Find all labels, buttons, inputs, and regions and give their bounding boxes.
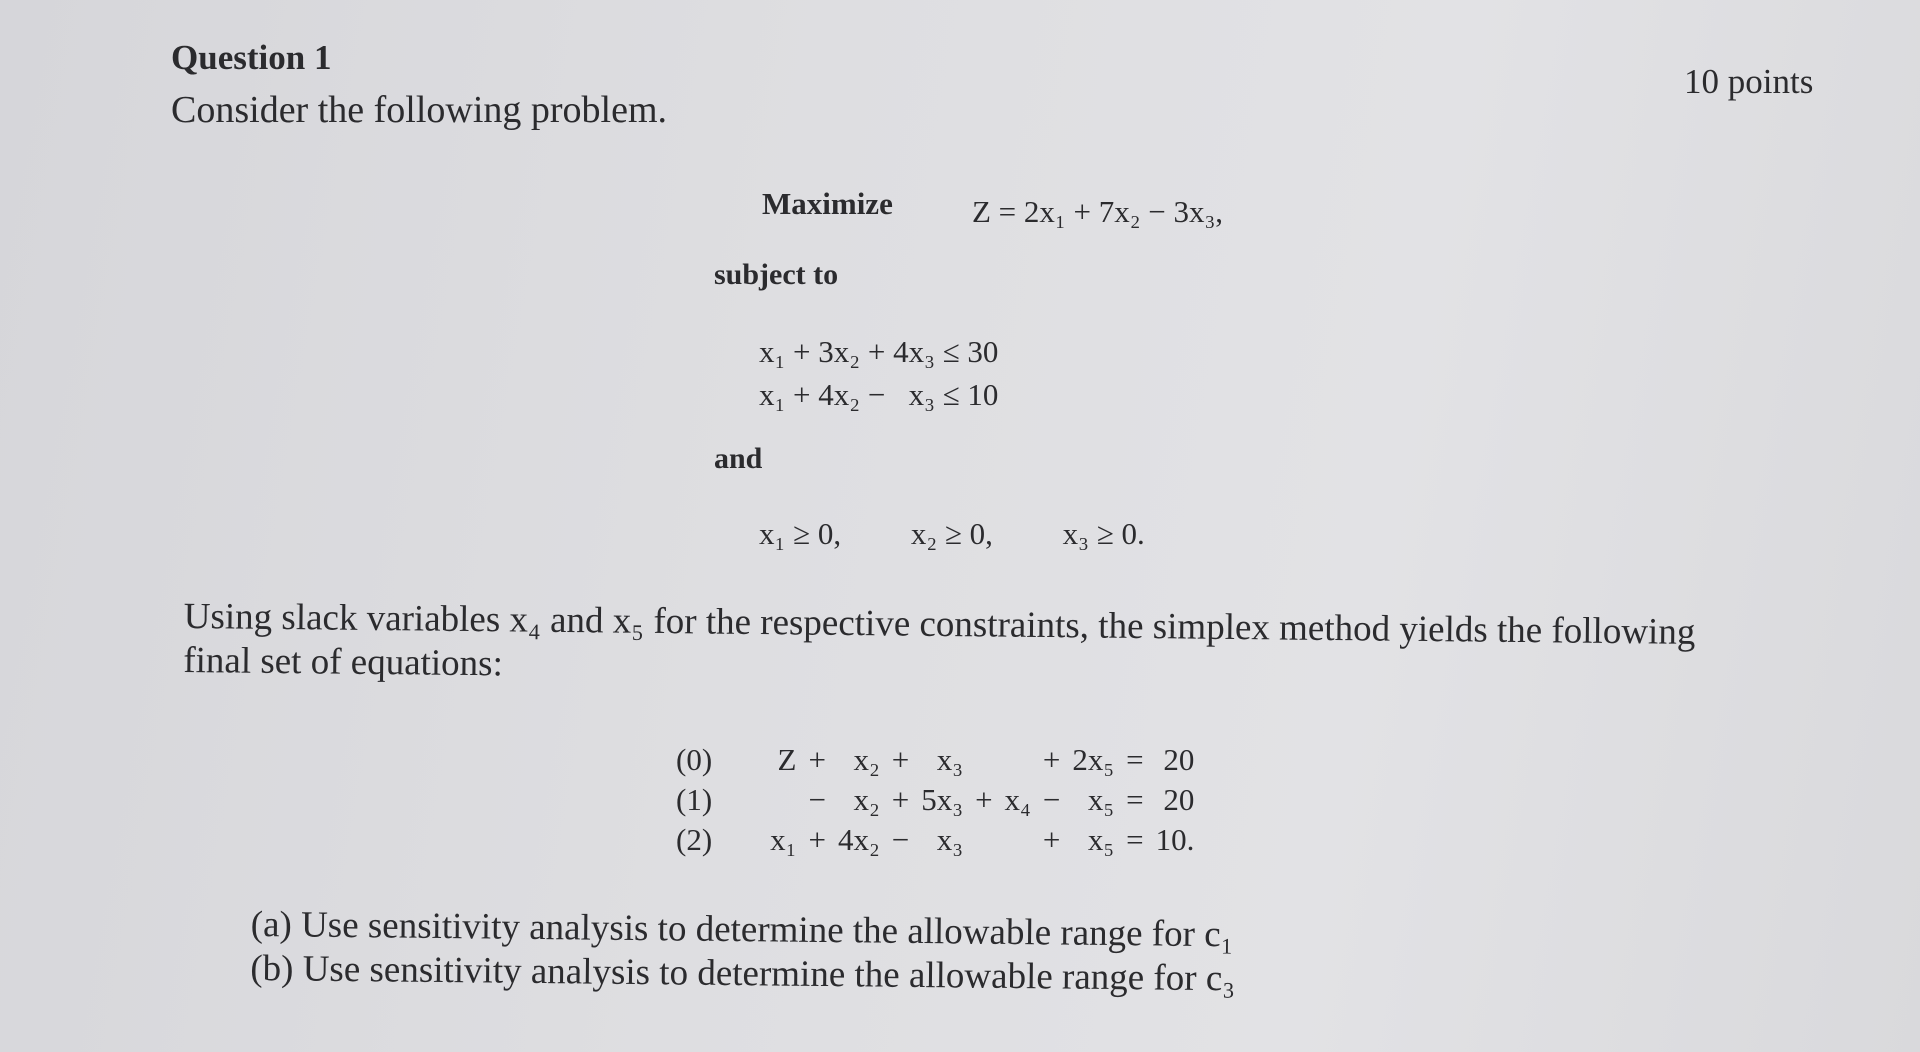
equation-term: x₅: [1087, 822, 1115, 857]
equation-term: x₂: [853, 742, 880, 777]
equation-term: x₅: [1087, 782, 1115, 817]
equation-term: −: [808, 782, 826, 817]
equation-term: x₂: [853, 782, 880, 817]
equation-term: 2x₅: [1072, 742, 1115, 777]
question-title: Question 1: [171, 38, 332, 77]
equation-term: x₁: [770, 822, 797, 857]
equation-term: 20: [1163, 742, 1195, 777]
nonnegativity-constraints: [759, 516, 1207, 552]
equation-term: [999, 820, 1037, 860]
equation-label: (1): [676, 782, 713, 817]
equation-row: [670, 740, 1200, 780]
equation-term: [764, 780, 802, 820]
equation-term: =: [1126, 782, 1144, 817]
equation-term: −: [891, 822, 910, 857]
constraint-2: x₁ + 4x₂ − x₃ ≤ 10: [759, 377, 999, 412]
equation-term: =: [1126, 822, 1144, 857]
and-label: and: [714, 442, 763, 475]
intro-text: Consider the following problem.: [171, 89, 668, 131]
question-parts: [250, 903, 1236, 1001]
equation-term: +: [891, 742, 910, 777]
constraint-1: x₁ + 3x₂ + 4x₃ ≤ 30: [759, 334, 999, 369]
equation-term: x₃: [936, 822, 964, 857]
subject-to-label: subject to: [714, 258, 839, 291]
equation-term: −: [1042, 782, 1061, 817]
maximize-label: Maximize: [762, 186, 893, 221]
equation-term: Z: [777, 742, 797, 777]
equation-term: x₄: [1004, 782, 1031, 817]
part-b: (b) Use sensitivity analysis to determine the allowable range for c₃: [250, 947, 1236, 1000]
objective-function: Z = 2x₁ + 7x₂ − 3x₃,: [972, 194, 1224, 229]
equation-term: +: [891, 782, 910, 817]
final-equations: [670, 740, 1200, 860]
points-label: 10 points: [1684, 62, 1814, 101]
equation-term: 10.: [1155, 822, 1195, 857]
equation-term: [969, 820, 998, 860]
slack-paragraph: Using slack variables x₄ and x₅ for the respective constraints, the simplex method yields the following final set of equations:: [183, 595, 1696, 685]
equation-term: x₃: [936, 742, 964, 777]
equation-label: (0): [676, 742, 713, 777]
part-a: (a) Use sensitivity analysis to determine the allowable range for c₁: [250, 903, 1234, 956]
nonneg-x2: x₂ ≥ 0,: [910, 516, 993, 551]
nonneg-x1: x₁ ≥ 0,: [759, 516, 842, 551]
equation-term: [999, 740, 1037, 780]
equation-row: [670, 820, 1200, 860]
equation-term: +: [1042, 822, 1061, 857]
nonneg-x3: x₃ ≥ 0.: [1062, 516, 1145, 551]
equation-term: +: [808, 822, 826, 857]
equation-term: +: [1042, 742, 1061, 777]
equation-term: +: [808, 742, 826, 777]
equation-term: 20: [1163, 782, 1195, 817]
equation-row: [670, 780, 1200, 820]
equation-term: +: [975, 782, 993, 817]
equation-label: (2): [676, 822, 713, 857]
equation-term: =: [1126, 742, 1144, 777]
equation-term: [969, 740, 998, 780]
equation-term: 4x₂: [837, 822, 880, 857]
equation-term: 5x₃: [921, 782, 964, 817]
